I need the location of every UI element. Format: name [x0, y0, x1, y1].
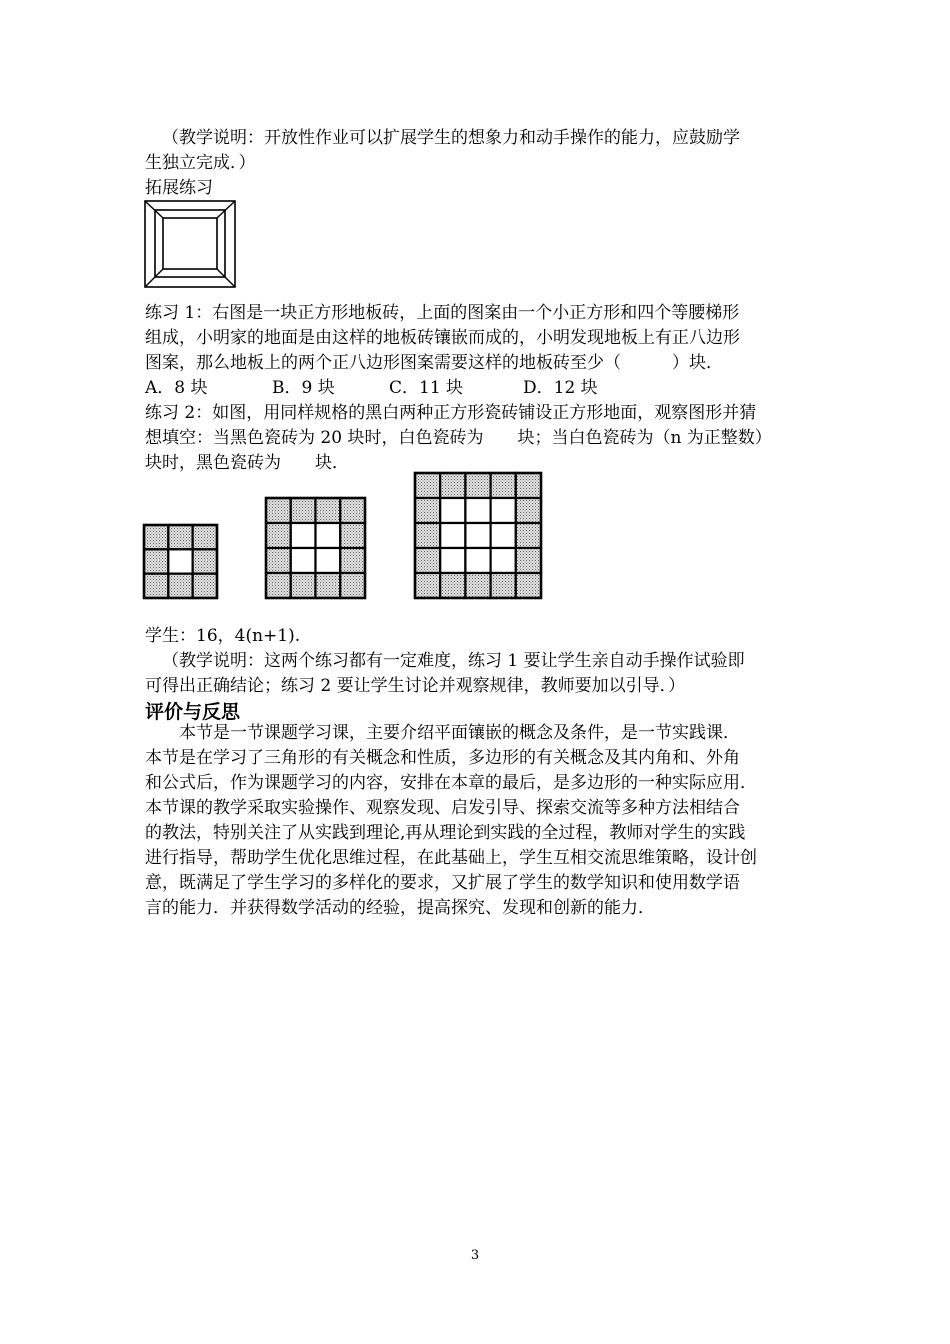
option-a: A．8 块: [145, 378, 208, 398]
white-tile: [440, 498, 465, 523]
black-tile: [465, 573, 490, 598]
black-tile: [266, 498, 291, 523]
black-tile: [516, 573, 541, 598]
black-tile: [516, 473, 541, 498]
black-tile: [340, 523, 365, 548]
option-c: C．11 块: [389, 378, 464, 398]
reflection-line1: 本节是一节课题学习课，主要介绍平面镶嵌的概念及条件，是一节实践课．: [179, 723, 740, 743]
reflection-line3: 和公式后，作为课题学习的内容，安排在本章的最后，是多边形的一种实际应用．: [145, 773, 757, 793]
reflection-line2: 本节是在学习了三角形的有关概念和性质，多边形的有关概念及其内角和、外角: [145, 748, 740, 768]
black-tile: [144, 574, 168, 598]
white-tile: [440, 523, 465, 548]
black-tile: [316, 573, 341, 598]
white-tile: [491, 548, 516, 573]
black-tile: [516, 498, 541, 523]
black-tile: [465, 473, 490, 498]
note2-line2: 可得出正确结论；练习 2 要让学生讨论并观察规律，教师要加以引导．）: [145, 676, 686, 696]
black-tile: [291, 573, 316, 598]
white-tile: [465, 498, 490, 523]
black-tile: [193, 525, 217, 549]
white-tile: [465, 523, 490, 548]
black-tile: [266, 573, 291, 598]
note1-line2: 生独立完成．）: [145, 153, 256, 173]
black-tile: [440, 473, 465, 498]
black-tile: [291, 498, 316, 523]
black-tile: [516, 523, 541, 548]
white-tile: [491, 498, 516, 523]
white-tile: [291, 548, 316, 573]
ex2-line2: 想填空：当黑色瓷砖为 20 块时，白色瓷砖为 块；当白色瓷砖为（n 为正整数）: [145, 428, 772, 448]
option-d: D．12 块: [523, 378, 598, 398]
white-tile: [316, 548, 341, 573]
black-tile: [316, 498, 341, 523]
extension-title: 拓展练习: [145, 178, 213, 198]
black-tile: [516, 548, 541, 573]
tile-pattern-4x4: [266, 498, 365, 598]
ex1-options: [145, 376, 810, 400]
black-tile: [415, 573, 440, 598]
white-tile: [465, 548, 490, 573]
black-tile: [168, 525, 192, 549]
reflection-line8: 言的能力．并获得数学活动的经验，提高探究、发现和创新的能力．: [145, 898, 655, 918]
reflection-line4: 本节课的教学采取实验操作、观察发现、启发引导、探索交流等多种方法相结合: [145, 798, 740, 818]
answer-line: 学生：16，4(n+1).: [145, 626, 301, 646]
black-tile: [144, 525, 168, 549]
white-tile: [316, 523, 341, 548]
reflection-line6: 进行指导，帮助学生优化思维过程，在此基础上，学生互相交流思维策略，设计创: [145, 848, 757, 868]
tile-pattern-3x3: [144, 525, 217, 598]
black-tile: [340, 498, 365, 523]
black-tile: [193, 549, 217, 573]
ex1-line2: 组成，小明家的地面是由这样的地板砖镶嵌而成的，小明发现地板上有正八边形: [145, 328, 740, 348]
page-number: 3: [470, 1248, 480, 1263]
note1-line1: （教学说明：开放性作业可以扩展学生的想象力和动手操作的能力，应鼓励学: [162, 128, 740, 148]
ex2-line3: 块时，黑色瓷砖为 块．: [145, 453, 349, 473]
black-tile: [193, 574, 217, 598]
black-tile: [168, 574, 192, 598]
black-tile: [266, 548, 291, 573]
option-b: B．9 块: [272, 378, 335, 398]
ex1-line3: 图案，那么地板上的两个正八边形图案需要这样的地板砖至少（ ）块．: [145, 353, 723, 373]
reflection-line7: 意，既满足了学生学习的多样化的要求，又扩展了学生的数学知识和使用数学语: [145, 873, 740, 893]
black-tile: [491, 473, 516, 498]
black-tile: [415, 548, 440, 573]
black-tile: [415, 473, 440, 498]
tile-pattern-5x5: [415, 473, 541, 598]
white-tile: [168, 549, 192, 573]
black-tile: [440, 573, 465, 598]
note2-line1: （教学说明：这两个练习都有一定难度，练习 1 要让学生亲自动手操作试验即: [162, 651, 745, 671]
white-tile: [491, 523, 516, 548]
black-tile: [415, 523, 440, 548]
black-tile: [415, 498, 440, 523]
ex2-line1: 练习 2：如图，用同样规格的黑白两种正方形瓷砖铺设正方形地面，观察图形并猜: [145, 403, 757, 423]
ex1-line1: 练习 1：右图是一块正方形地板砖，上面的图案由一个小正方形和四个等腰梯形: [145, 303, 740, 323]
black-tile: [340, 573, 365, 598]
reflection-line5: 的教法，特别关注了从实践到理论,再从理论到实践的全过程，教师对学生的实践: [145, 823, 746, 843]
black-tile: [266, 523, 291, 548]
black-tile: [340, 548, 365, 573]
floor-tile-figure: [144, 200, 236, 288]
white-tile: [291, 523, 316, 548]
white-tile: [440, 548, 465, 573]
black-tile: [144, 549, 168, 573]
reflection-heading: 评价与反思: [145, 701, 241, 723]
black-tile: [491, 573, 516, 598]
